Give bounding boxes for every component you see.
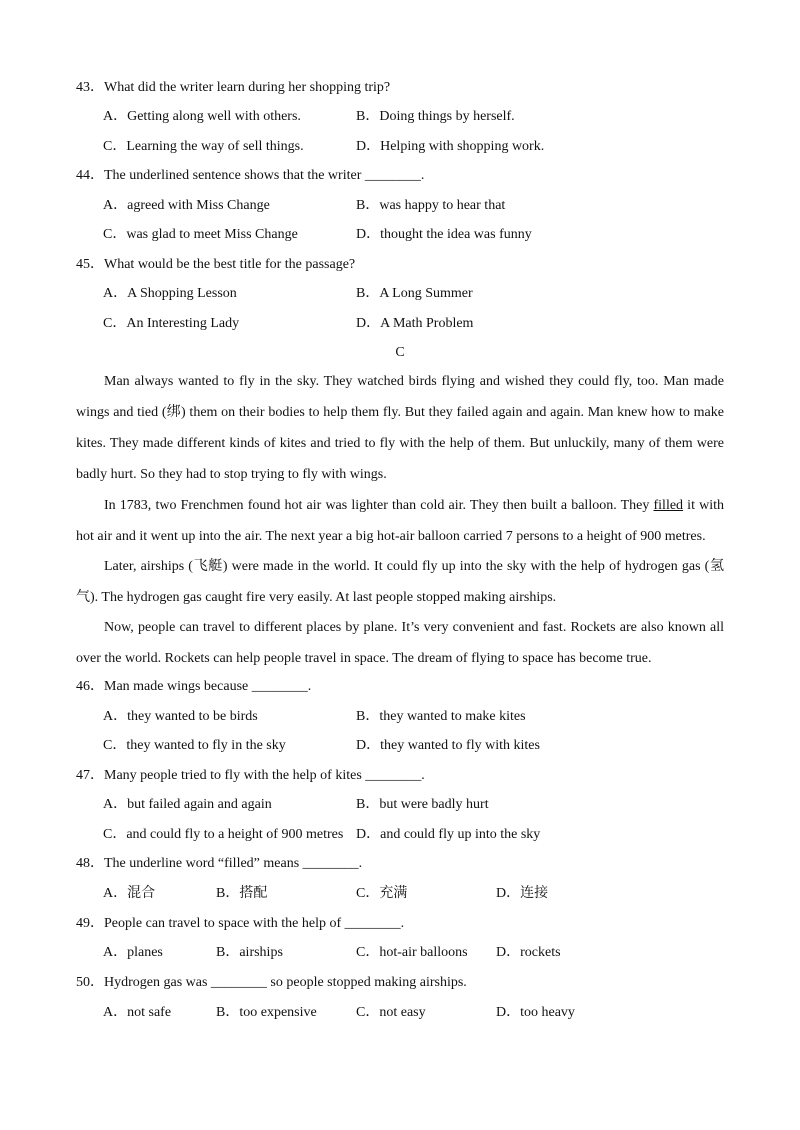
paragraph-text: it with hot air and it went up into the air. The next year a big hot-air balloon carried 7 persons to a height of 900 metres. xyxy=(76,498,724,544)
question-number: 45． xyxy=(76,257,104,272)
option-d: D．and could fly up into the sky xyxy=(356,827,541,842)
option-b: B．A Long Summer xyxy=(356,286,473,301)
option-c: C．An Interesting Lady xyxy=(103,316,240,331)
section-heading: C xyxy=(395,345,405,360)
question-text: People can travel to space with the help of ________. xyxy=(104,916,405,931)
option-c: C．hot-air balloons xyxy=(356,945,468,960)
passage-paragraph-2 xyxy=(76,490,724,552)
question-number: 43． xyxy=(76,80,104,95)
option-b: B．but were badly hurt xyxy=(356,797,489,812)
question-47 xyxy=(76,767,425,785)
question-43 xyxy=(76,79,390,97)
question-number: 44． xyxy=(76,168,104,183)
paragraph-text: Man always wanted to fly in the sky. They watched birds flying and wished they could fly, too. Man made wings and tied (绑) them on their bodies to help them fly. But they failed again and again. Man knew how to make kites. They made different kinds of kites and tried to fly with the help of them. But unluckily, many of them were badly hurt. So they had to stop trying to fly with wings. xyxy=(76,374,724,482)
question-46 xyxy=(76,678,311,696)
paragraph-text: Now, people can travel to different places by plane. It’s very convenient and fast. Rockets are also known all over the world. Rockets can help people travel in space. The dream of flying to space has become true. xyxy=(76,620,724,666)
question-number: 46． xyxy=(76,679,104,694)
option-c: C．not easy xyxy=(356,1005,426,1020)
option-a: A．混合 xyxy=(103,886,156,901)
option-a: A．Getting along well with others. xyxy=(103,109,301,124)
paragraph-text: Later, airships (飞艇) were made in the world. It could fly up into the sky with the help of hydrogen gas (氢气). The hydrogen gas caught fire very easily. At last people stopped making airships. xyxy=(76,559,724,605)
question-50 xyxy=(76,974,467,992)
question-text: The underlined sentence shows that the writer ________. xyxy=(104,168,425,183)
passage-paragraph-3 xyxy=(76,551,724,613)
option-d: D．thought the idea was funny xyxy=(356,227,532,242)
option-a: A．not safe xyxy=(103,1005,172,1020)
question-text: Hydrogen gas was ________ so people stopped making airships. xyxy=(104,975,467,990)
option-a: A．but failed again and again xyxy=(103,797,272,812)
option-c: C．充满 xyxy=(356,886,408,901)
paragraph-text: In 1783, two Frenchmen found hot air was lighter than cold air. They then built a balloon. They xyxy=(104,498,654,513)
option-a: A．agreed with Miss Change xyxy=(103,198,270,213)
option-c: C．was glad to meet Miss Change xyxy=(103,227,298,242)
option-c: C．and could fly to a height of 900 metres xyxy=(103,827,344,842)
question-text: What would be the best title for the passage? xyxy=(104,257,356,272)
question-number: 48． xyxy=(76,856,104,871)
question-49 xyxy=(76,915,404,933)
option-c: C．they wanted to fly in the sky xyxy=(103,738,286,753)
question-text: What did the writer learn during her shopping trip? xyxy=(104,80,391,95)
question-45 xyxy=(76,256,355,274)
option-d: D．Helping with shopping work. xyxy=(356,139,545,154)
passage-paragraph-4 xyxy=(76,612,724,674)
question-number: 49． xyxy=(76,916,104,931)
option-c: C．Learning the way of sell things. xyxy=(103,139,304,154)
question-text: Many people tried to fly with the help of kites ________. xyxy=(104,768,425,783)
question-44 xyxy=(76,167,424,185)
option-b: B．too expensive xyxy=(216,1005,317,1020)
question-number: 50． xyxy=(76,975,104,990)
option-d: D．too heavy xyxy=(496,1005,575,1020)
option-b: B．was happy to hear that xyxy=(356,198,506,213)
option-a: A．A Shopping Lesson xyxy=(103,286,237,301)
question-text: The underline word “filled” means ________. xyxy=(104,856,363,871)
option-b: B．Doing things by herself. xyxy=(356,109,515,124)
option-b: B．they wanted to make kites xyxy=(356,709,526,724)
option-d: D．连接 xyxy=(496,886,549,901)
option-d: D．rockets xyxy=(496,945,561,960)
option-b: B．airships xyxy=(216,945,283,960)
question-48 xyxy=(76,855,362,873)
question-text: Man made wings because ________. xyxy=(104,679,312,694)
option-a: A．they wanted to be birds xyxy=(103,709,258,724)
option-a: A．planes xyxy=(103,945,163,960)
option-d: D．they wanted to fly with kites xyxy=(356,738,540,753)
passage-paragraph-1 xyxy=(76,366,724,490)
underlined-word: filled xyxy=(653,498,684,513)
question-number: 47． xyxy=(76,768,104,783)
option-d: D．A Math Problem xyxy=(356,316,474,331)
option-b: B．搭配 xyxy=(216,886,268,901)
